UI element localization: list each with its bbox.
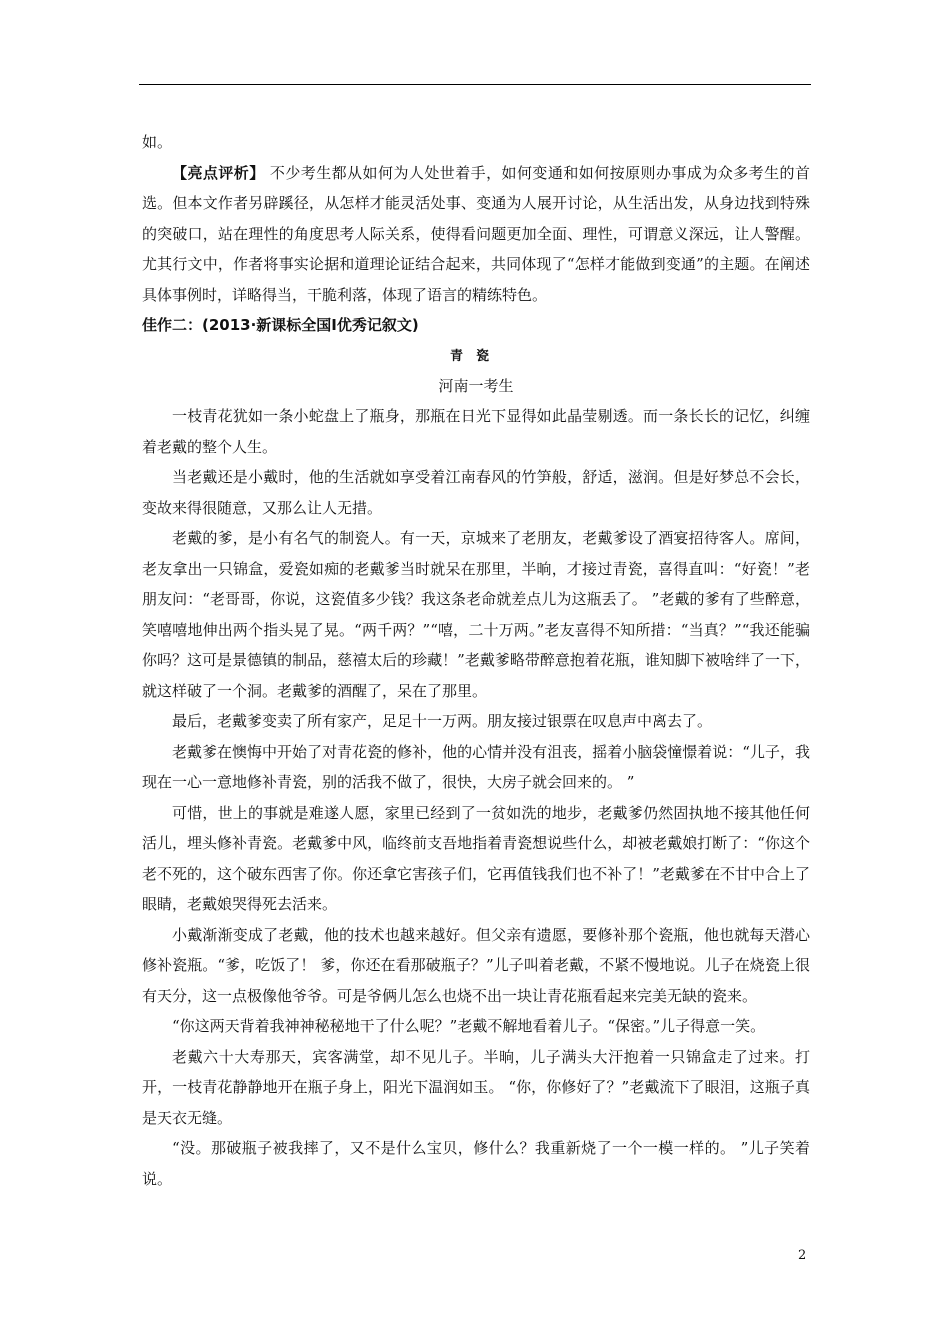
essay-paragraph: “你这两天背着我神神秘秘地干了什么呢？”老戴不解地看着儿子。“保密。”儿子得意一笑。 (172, 1017, 766, 1035)
comment-text: 不少考生都从如何为人处世着手，如何变通和如何按原则办事成为众多考生的首选。但本文作者另辟蹊径，从怎样才能灵活处事、变通为人展开讨论，从生活出发，从身边找到特殊的突破口，站在理性的角度思考人际关系，使得看问题更加全面、理性，可谓意义深远，让人警醒。尤其行文中，作者将事实论据和道理论证结合起来，共同体现了“怎样才能做到变通”的主题。在阐述具体事例时，详略得当，干脆利落，体现了语言的精练特色。 (142, 163, 810, 304)
essay-author: 河南一考生 (438, 376, 514, 395)
page-number: 2 (798, 1248, 807, 1263)
essay-paragraph: 当老戴还是小戴时，他的生活就如享受着江南春风的竹笋般，舒适，滋润。但是好梦总不会长，变故来得很随意，又那么让人无措。 (142, 468, 810, 517)
essay-paragraph: 老戴爹在懊悔中开始了对青花瓷的修补，他的心情并没有沮丧，摇着小脑袋憧憬着说：“儿子，我现在一心一意地修补青瓷，别的活我不做了，很快，大房子就会回来的。 ” (142, 742, 810, 791)
essay-paragraph: “没。那破瓶子被我摔了，又不是什么宝贝，修什么？我重新烧了一个一模一样的。 ”儿子笑着说。 (142, 1139, 810, 1188)
comment-paragraph (142, 158, 810, 311)
essay-title: 青瓷 (449, 348, 502, 364)
essay-paragraph: 一枝青花犹如一条小蛇盘上了瓶身，那瓶在日光下显得如此晶莹剔透。而一条长长的记忆，纠缠着老戴的整个人生。 (142, 407, 810, 456)
header-rule (139, 84, 811, 85)
essay-paragraph: 老戴的爹，是小有名气的制瓷人。有一天，京城来了老朋友，老戴爹设了酒宴招待客人。席间，老友拿出一只锦盒，爱瓷如痴的老戴爹当时就呆在那里，半晌，才接过青瓷，喜得直叫：“好瓷！”老朋友问：“老哥哥，你说，这瓷值多少钱？我这条老命就差点儿为这瓶丢了。 ”老戴的爹有了些醉意，笑嘻嘻地伸出两个指头晃了晃。“两千两？”“嘻，二十万两。”老友喜得不知所措：“当真？”“我还能骗你吗？这可是景德镇的制品，慈禧太后的珍藏！”老戴爹略带醉意抱着花瓶，谁知脚下被啥绊了一下，就这样破了一个洞。老戴爹的酒醒了，呆在了那里。 (142, 529, 810, 700)
document-body (142, 127, 810, 1194)
comment-tag: 【亮点评析】 (172, 163, 265, 182)
essay-paragraph: 老戴六十大寿那天，宾客满堂，却不见儿子。半晌，儿子满头大汗抱着一只锦盒走了过来。打开，一枝青花静静地开在瓶子身上，阳光下温润如玉。 “你，你修好了？”老戴流下了眼泪，这瓶子真是天衣无缝。 (142, 1047, 810, 1127)
essay-paragraph: 小戴渐渐变成了老戴，他的技术也越来越好。但父亲有遗愿，要修补那个瓷瓶，他也就每天潜心修补瓷瓶。“爹，吃饭了！ 爹，你还在看那破瓶子？”儿子叫着老戴，不紧不慢地说。儿子在烧瓷上很有天分，这一点极像他爷爷。可是爷俩儿怎么也烧不出一块让青花瓶看起来完美无缺的瓷来。 (142, 925, 810, 1005)
section-heading: 佳作二：(2013·新课标全国Ⅰ优秀记叙文) (142, 316, 419, 334)
continued-line: 如。 (142, 133, 173, 151)
essay-paragraph: 可惜，世上的事就是难遂人愿，家里已经到了一贫如洗的地步，老戴爹仍然固执地不接其他任何活儿，埋头修补青瓷。老戴爹中风，临终前支吾地指着青瓷想说些什么，却被老戴娘打断了：“你这个老不死的，这个破东西害了你。你还拿它害孩子们，它再值钱我们也不补了！”老戴爹在不甘中合上了眼睛，老戴娘哭得死去活来。 (142, 803, 810, 913)
essay-paragraph: 最后，老戴爹变卖了所有家产，足足十一万两。朋友接过银票在叹息声中离去了。 (172, 712, 713, 730)
